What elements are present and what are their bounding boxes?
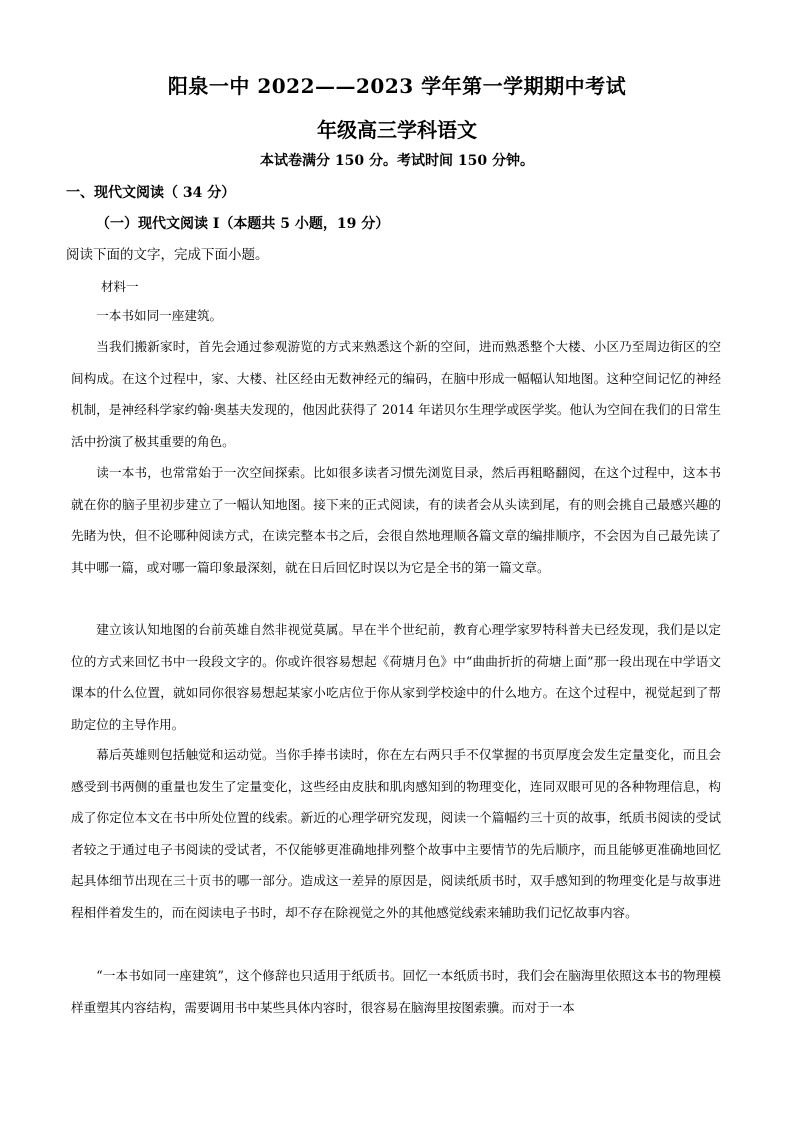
exam-info: 本试卷满分 150 分。考试时间 150 分钟。 [260,153,534,169]
body-paragraph: 读一本书，也常常始于一次空间探索。比如很多读者习惯先浏览目录，然后再粗略翻阅，在这个过程中，这本书就在你的脑子里初步建立了一幅认知地图。接下来的正式阅读，有的读者会从头读到尾，有的则会挑自己最感兴趣的先睹为快，但不论哪种阅读方式，在读完整本书之后，会很自然地理顺各篇文章的编排顺序，不会因为自己最先读了其中哪一篇，或对哪一篇印象最深刻，就在日后回忆时误以为它是全书的第一篇文章。 [71,465,721,575]
reading-instruction: 阅读下面的文字，完成下面小题。 [66,247,269,263]
material-label: 材料一 [101,279,139,294]
body-paragraph: 一本书如同一座建筑。 [96,308,223,323]
body-paragraph: 建立该认知地图的台前英雄自然非视觉莫属。早在半个世纪前，教育心理学家罗特科普夫已经发现，我们是以定位的方式来回忆书中一段段文字的。你或许很容易想起《荷塘月色》中“曲曲折折的荷塘上面”那一段出现在中学语文课本的什么位置，就如同你很容易想起某家小吃店位于你从家到学校途中的什么地方。在这个过程中，视觉起到了帮助定位的主导作用。 [71,622,721,732]
section-heading: 一、现代文阅读（ 34 分） [66,185,236,201]
exam-subtitle: 年级高三学科语文 [317,118,477,142]
body-paragraph: “一本书如同一座建筑”，这个修辞也只适用于纸质书。回忆一本纸质书时，我们会在脑海里依照这本书的物理模样重塑其内容结构，需要调用书中某些具体内容时，很容易在脑海里按图索骥。而对于一本 [71,968,721,1015]
exam-title: 阳泉一中 2022——2023 学年第一学期期中考试 [167,74,627,98]
sub-section-heading: （一）现代文阅读 Ⅰ（本题共 5 小题，19 分） [96,216,390,232]
body-paragraph: 当我们搬新家时，首先会通过参观游览的方式来熟悉这个新的空间，进而熟悉整个大楼、小区乃至周边街区的空间构成。在这个过程中，家、大楼、社区经由无数神经元的编码，在脑中形成一幅幅认知地图。这种空间记忆的神经机制，是神经科学家约翰·奥基夫发现的，他因此获得了 2014 年诺贝尔生理学或医学奖。他认为空间在我们的日常生活中扮演了极其重要的角色。 [71,339,721,449]
body-paragraph: 幕后英雄则包括触觉和运动觉。当你手捧书读时，你在左右两只手不仅掌握的书页厚度会发生定量变化，而且会感受到书两侧的重量也发生了定量变化，这些经由皮肤和肌肉感知到的物理变化，连同双眼可见的各种物理信息，构成了你定位本文在书中所处位置的线索。新近的心理学研究发现，阅读一个篇幅约三十页的故事，纸质书阅读的受试者较之于通过电子书阅读的受试者，不仅能够更准确地排列整个故事中主要情节的先后顺序，而且能够更准确地回忆起具体细节出现在三十页书的哪一部分。造成这一差异的原因是，阅读纸质书时，双手感知到的物理变化是与故事进程相伴着发生的，而在阅读电子书时，却不存在除视觉之外的其他感觉线索来辅助我们记忆故事内容。 [71,747,721,920]
